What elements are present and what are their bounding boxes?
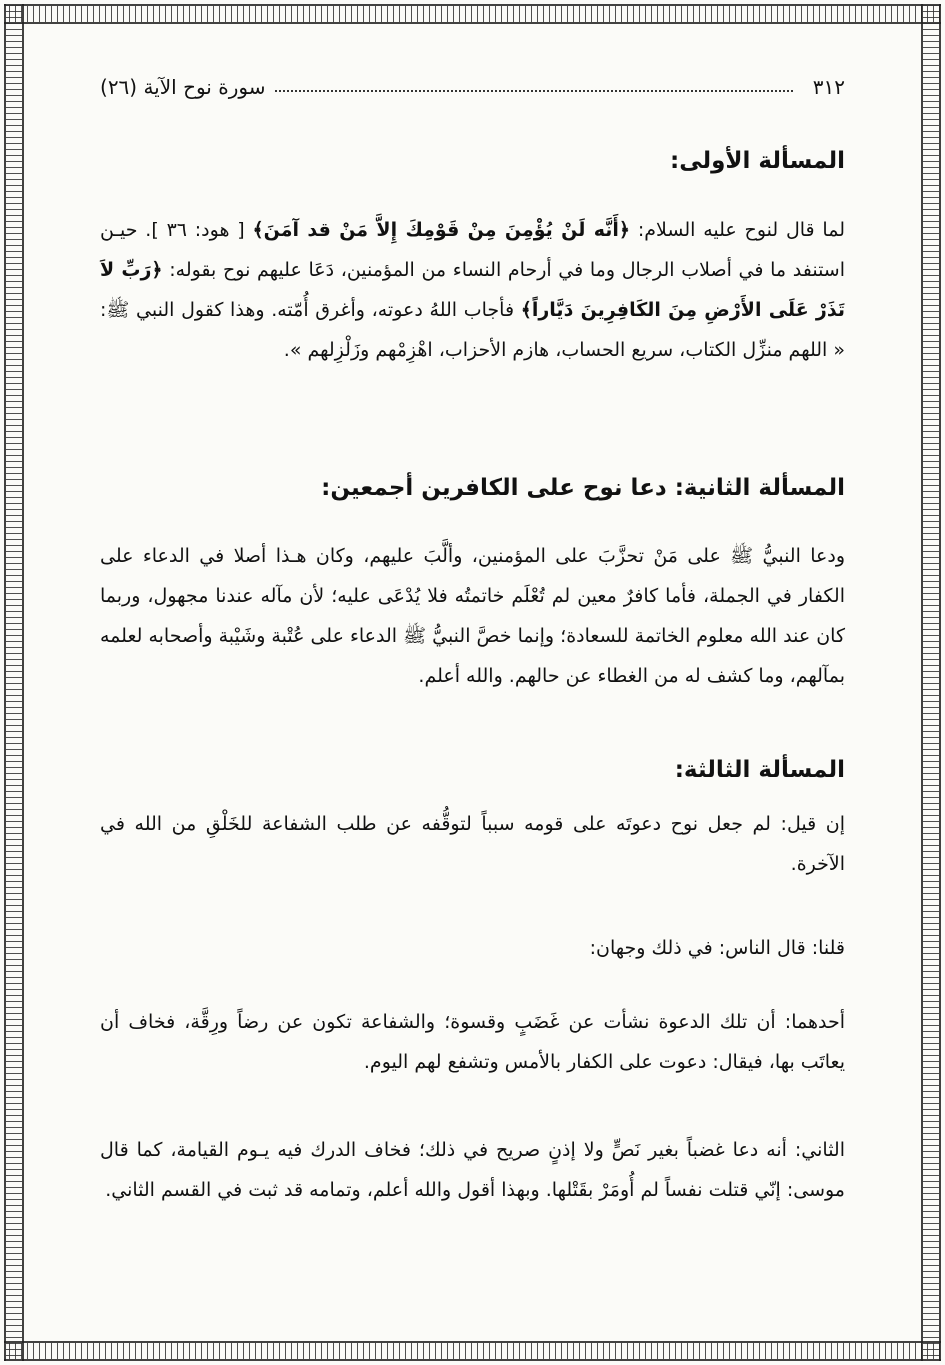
section-1-paragraph <box>100 210 845 370</box>
quran-verse-1: ﴿أَنَّه لَنْ يُؤْمِنَ مِنْ قَوْمِكَ إِلاَّ مَنْ قد آمَنَ﴾ <box>252 219 631 241</box>
running-header <box>100 72 845 102</box>
s1-text-c: فأجاب اللهُ دعوته، وأغرق أُمّته. وهذا كقول النبي ﷺ: « اللهم منزِّل الكتاب، سريع الحساب، هازم الأحزاب، اهْزِمْهم وزَلْزِلهم ». <box>100 299 845 361</box>
s1-text-b: [ هود: ٣٦ ]. حيـن استنفد ما في أصلاب الرجال وما في أرحام النساء من المؤمنين، دَعَا عليهم نوح بقوله: <box>100 219 846 281</box>
section-3-paragraph-1: إن قيل: لم جعل نوح دعوتَه على قومه سبباً لتوقُّفه عن طلب الشفاعة للخَلْقِ من الله في الآخرة. <box>100 813 845 875</box>
section-3-paragraph-2: قلنا: قال الناس: في ذلك وجهان: <box>589 937 845 959</box>
ornamental-border-top <box>4 4 941 24</box>
section-3-heading: المسألة الثالثة: <box>674 757 845 783</box>
ornamental-border-right <box>921 4 941 1361</box>
page-number: ٣١٢ <box>812 75 845 99</box>
section-3-paragraph-4: الثاني: أنه دعا غضباً بغير نَصٍّ ولا إذنٍ صريح في ذلك؛ فخاف الدرك فيه يـوم القيامة، كما قال موسى: إنّي قتلت نفساً لم أُومَرْ بقَتْلها. وبهذا أقول والله أعلم، وتمامه قد ثبت في القسم الثاني. <box>100 1139 845 1201</box>
section-1-heading: المسألة الأولى: <box>670 148 845 174</box>
page-body <box>80 60 865 1305</box>
leader-dots <box>275 90 792 92</box>
ornamental-border-left <box>4 4 24 1361</box>
section-2-paragraph: ودعا النبيُّ ﷺ على مَنْ تحزَّبَ على المؤمنين، وألَّبَ عليهم، وكان هـذا أصلا في الدعاء على الكفار في الجملة، فأما كافرٌ معين لم تُعْلَم خاتمتُه فلا يُدْعَى عليه؛ لأن مآله عندنا مجهول، وربما كان عند الله معلوم الخاتمة للسعادة؛ وإنما خصَّ النبيُّ ﷺ الدعاء على عُتْبة وشَيْبة وأصحابه لعلمه بمآلهم، وما كشف له من الغطاء عن حالهم. والله أعلم. <box>100 545 845 687</box>
quran-verse-2: ﴿رَبِّ لاَ تَذَرْ عَلَى الأَرْضِ مِنَ الكَافِرِينَ دَيَّاراً﴾ <box>100 259 845 321</box>
section-3-paragraph-3: أحدهما: أن تلك الدعوة نشأت عن غَضَبٍ وقسوة؛ والشفاعة تكون عن رضاً ورِقَّة، فخاف أن يعاتَب بها، فيقال: دعوت على الكفار بالأمس وتشفع لهم اليوم. <box>100 1011 845 1073</box>
section-2-heading: المسألة الثانية: دعا نوح على الكافرين أجمعين: <box>321 475 845 501</box>
ornamental-border-bottom <box>4 1341 941 1361</box>
running-title: سورة نوح الآية (٢٦) <box>100 75 266 99</box>
s1-text-a: لما قال لنوح عليه السلام: <box>637 219 845 241</box>
